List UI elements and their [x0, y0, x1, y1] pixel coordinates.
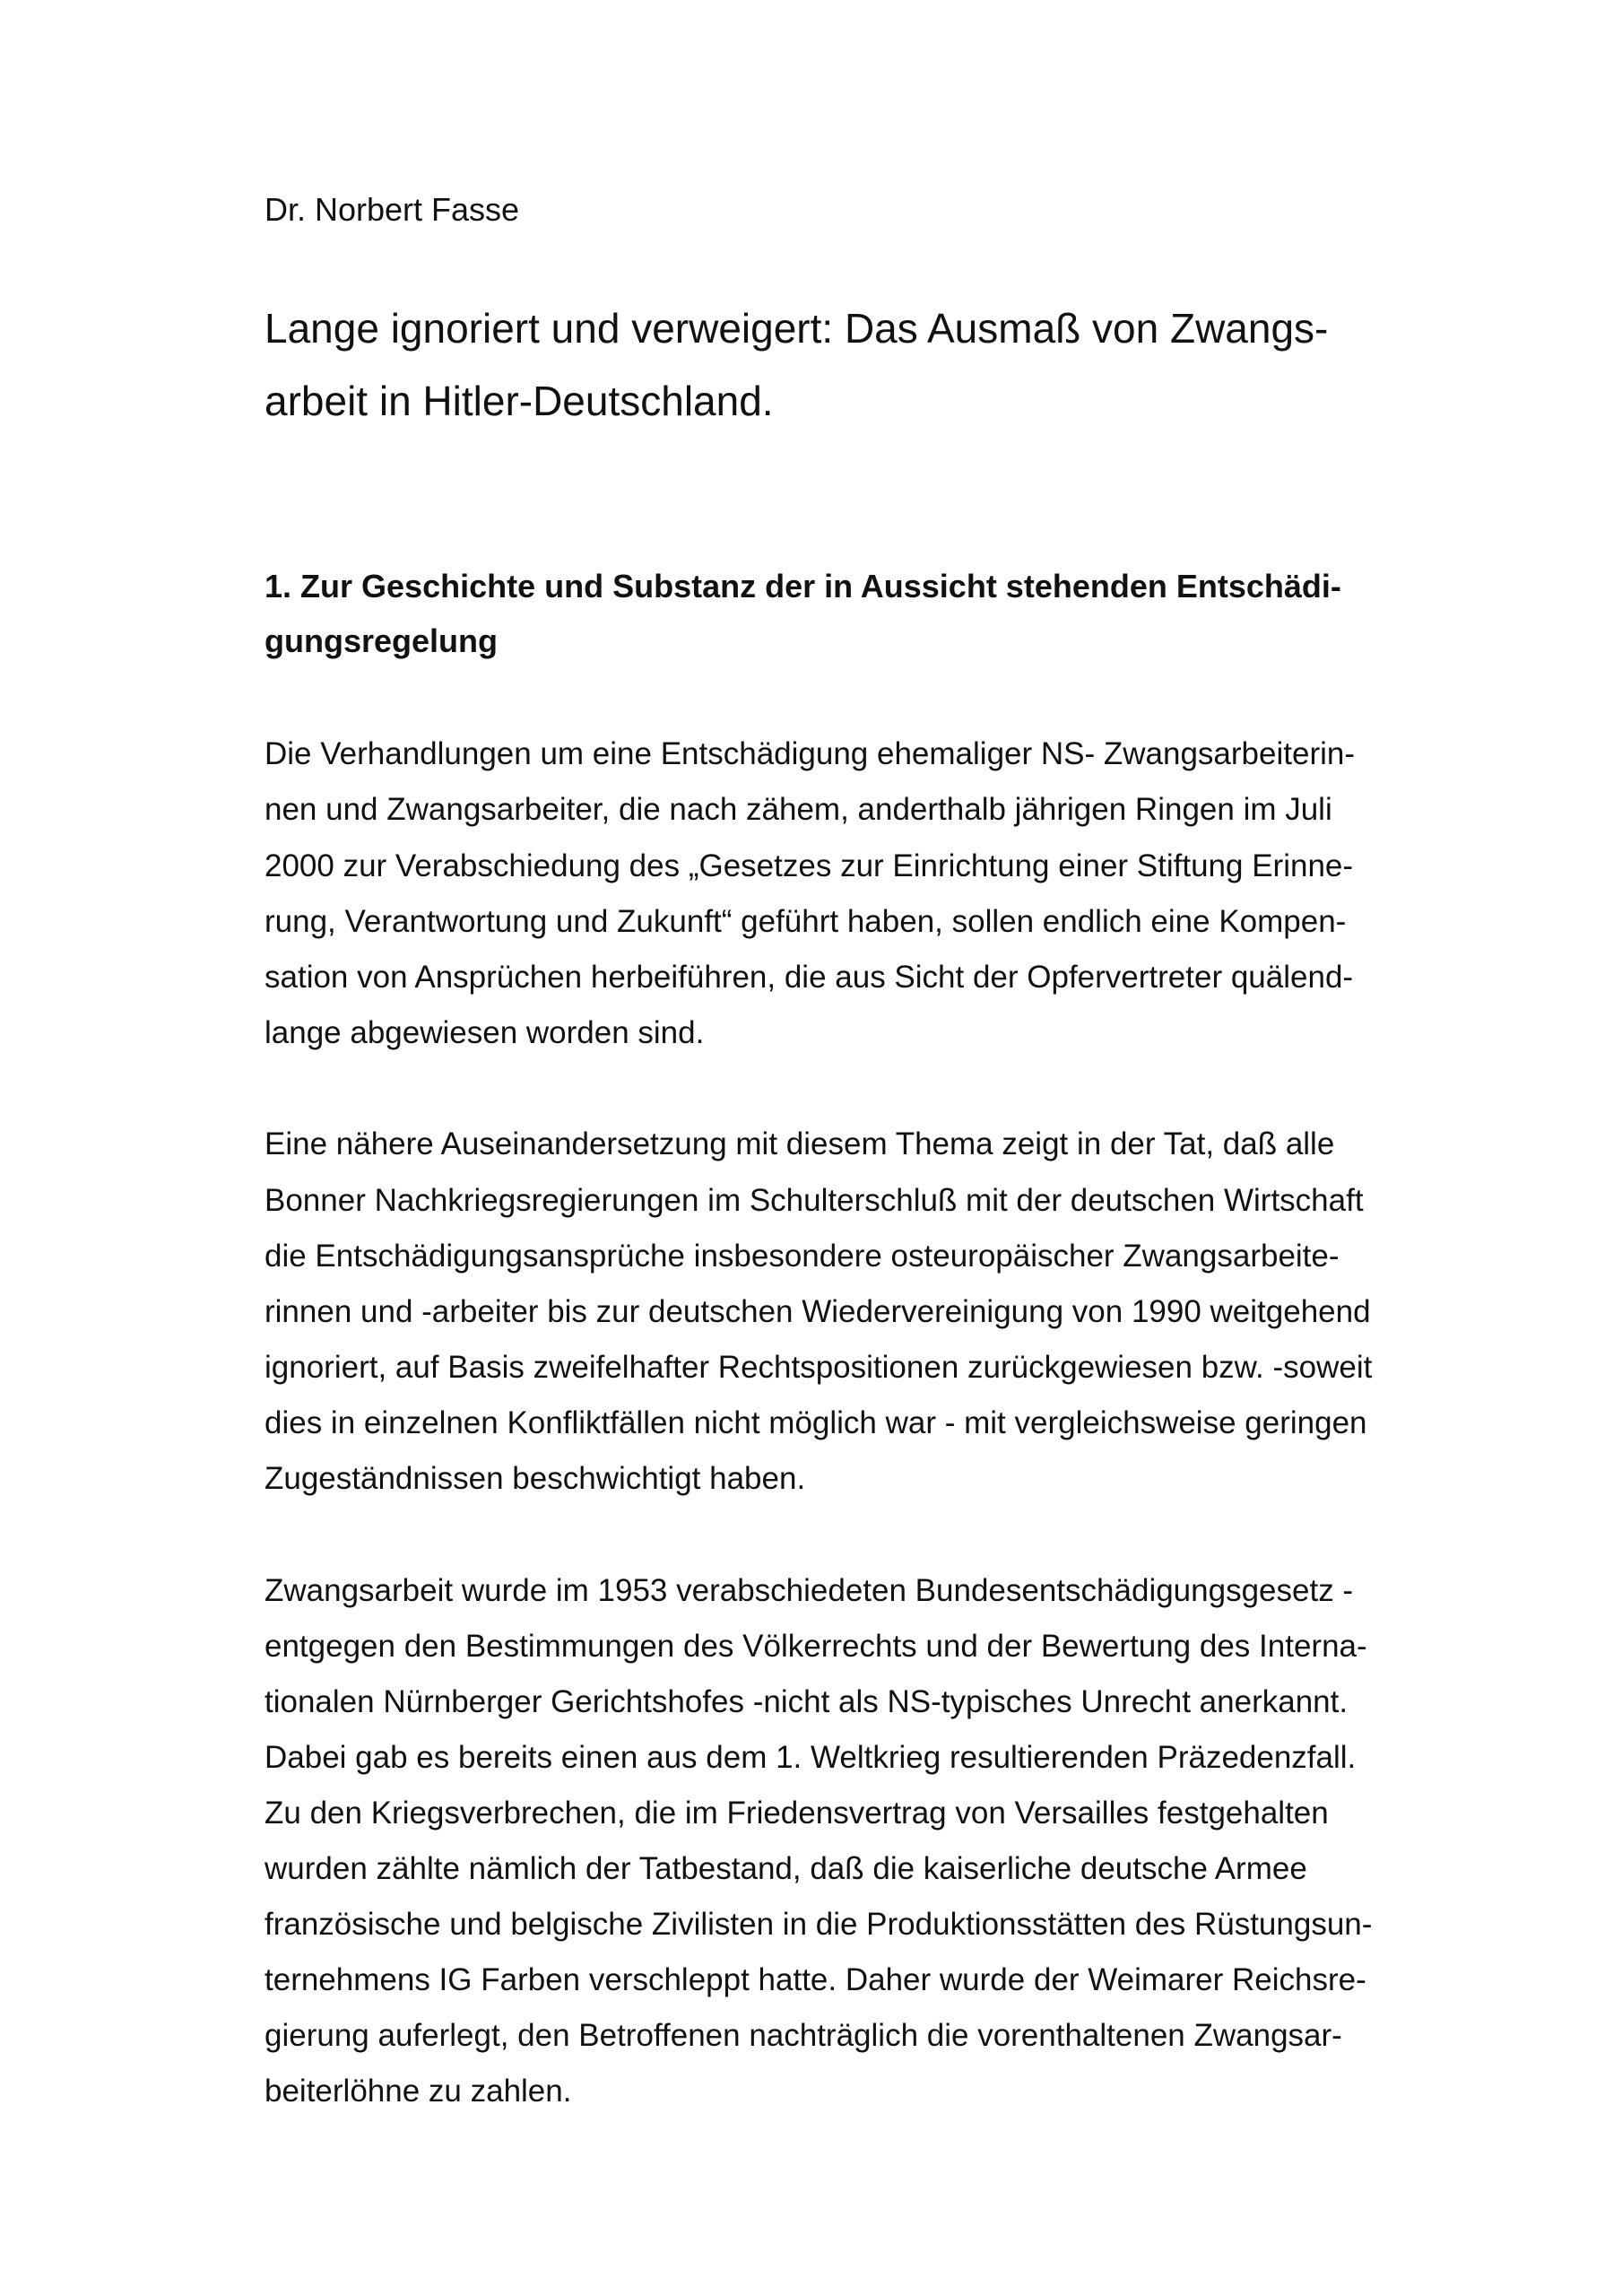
paragraph-line: entgegen den Bestimmungen des Völkerrechts und der Bewertung des Interna-	[265, 1629, 1367, 1664]
paragraph-line: ternehmens IG Farben verschleppt hatte. Daher wurde der Weimarer Reichsre-	[265, 1962, 1366, 1997]
paragraph-line: sation von Ansprüchen herbeiführen, die aus Sicht der Opfervertreter quälend-	[265, 960, 1354, 995]
paragraph-line: tionalen Nürnberger Gerichtshofes -nicht als NS-typisches Unrecht anerkannt.	[265, 1684, 1349, 1719]
paragraph-line: Zwangsarbeit wurde im 1953 verabschiedeten Bundesentschädigungsgesetz -	[265, 1573, 1354, 1608]
paragraph-line: rung, Verantwortung und Zukunft“ geführt haben, sollen endlich eine Kompen-	[265, 904, 1347, 939]
paragraph-line: Eine nähere Auseinandersetzung mit diesem Thema zeigt in der Tat, daß alle	[265, 1126, 1335, 1161]
paragraph-line: gierung auferlegt, den Betroffenen nachträglich die vorenthaltenen Zwangsar-	[265, 2018, 1342, 2053]
paragraph-line: nen und Zwangsarbeiter, die nach zähem, anderthalb jährigen Ringen im Juli	[265, 792, 1332, 827]
paragraph-line: ignoriert, auf Basis zweifelhafter Rechtspositionen zurückgewiesen bzw. -soweit	[265, 1350, 1373, 1385]
paragraph-line: Dabei gab es bereits einen aus dem 1. Weltkrieg resultierenden Präzedenzfall.	[265, 1740, 1357, 1775]
paragraph-line: lange abgewiesen worden sind.	[265, 1015, 705, 1050]
section-heading-line-2: gungsregelung	[265, 622, 498, 659]
paragraph-line: dies in einzelnen Konfliktfällen nicht möglich war - mit vergleichsweise geringen	[265, 1405, 1367, 1440]
paragraph-line: Die Verhandlungen um eine Entschädigung ehemaliger NS- Zwangsarbeiterin-	[265, 736, 1355, 771]
section-heading-line-1: 1. Zur Geschichte und Substanz der in Aussicht stehenden Entschädi-	[265, 568, 1341, 604]
document-title-line-1: Lange ignoriert und verweigert: Das Ausmaß von Zwangs-	[265, 305, 1329, 352]
paragraph-line: Bonner Nachkriegsregierungen im Schulterschluß mit der deutschen Wirtschaft	[265, 1183, 1364, 1218]
paragraph-line: Zugeständnissen beschwichtigt haben.	[265, 1461, 806, 1496]
paragraph-line: 2000 zur Verabschiedung des „Gesetzes zur Einrichtung einer Stiftung Erinne-	[265, 848, 1354, 883]
author-name: Dr. Norbert Fasse	[265, 191, 520, 228]
paragraph-line: die Entschädigungsansprüche insbesondere osteuropäischer Zwangsarbeite-	[265, 1239, 1340, 1274]
paragraph-line: rinnen und -arbeiter bis zur deutschen Wiedervereinigung von 1990 weitgehend	[265, 1294, 1371, 1329]
paragraph-line: wurden zählte nämlich der Tatbestand, daß die kaiserliche deutsche Armee	[265, 1851, 1307, 1886]
paragraph-line: Zu den Kriegsverbrechen, die im Friedensvertrag von Versailles festgehalten	[265, 1796, 1329, 1831]
document-title-line-2: arbeit in Hitler-Deutschland.	[265, 378, 774, 424]
paragraph-line: französische und belgische Zivilisten in die Produktionsstätten des Rüstungsun-	[265, 1907, 1373, 1942]
paragraph-line: beiterlöhne zu zahlen.	[265, 2074, 572, 2109]
